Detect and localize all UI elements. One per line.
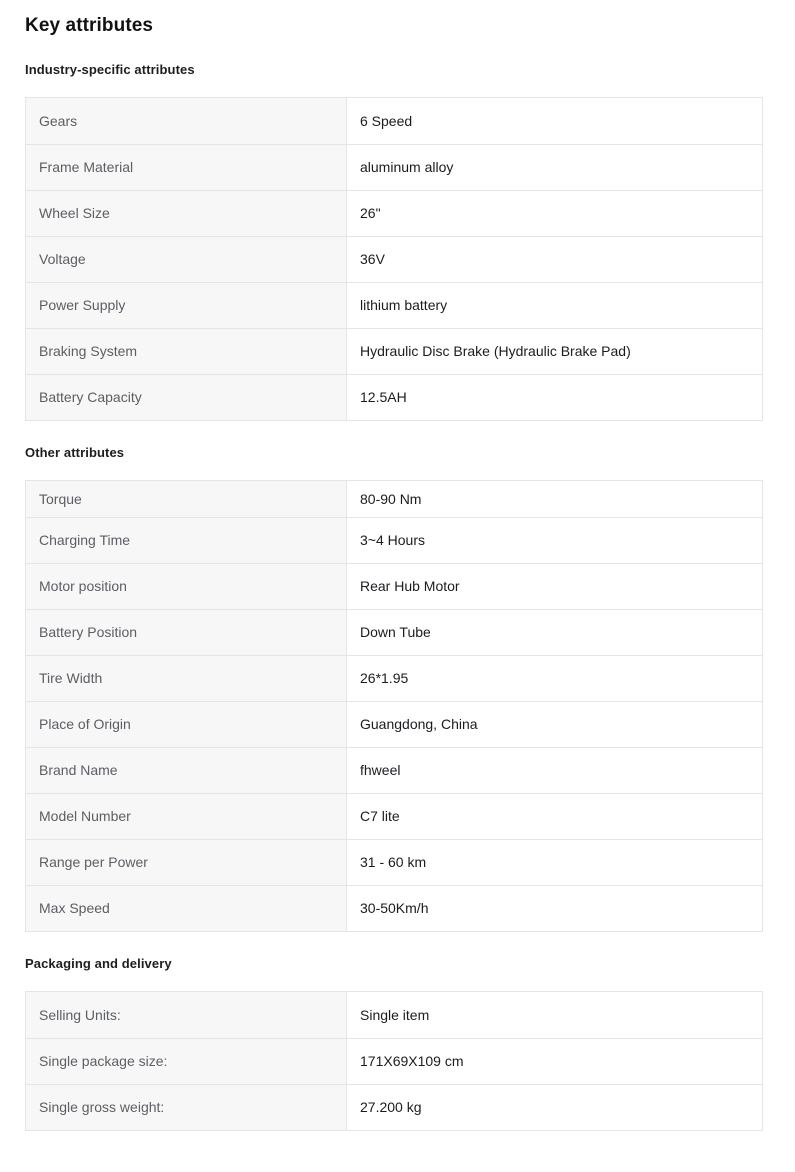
attribute-label: Range per Power xyxy=(26,840,347,885)
attribute-label: Brand Name xyxy=(26,748,347,793)
attribute-label: Gears xyxy=(26,98,347,144)
table-row xyxy=(26,609,762,655)
table-row xyxy=(26,328,762,374)
attribute-value: C7 lite xyxy=(360,808,400,825)
attribute-value: 3~4 Hours xyxy=(360,532,425,549)
table-row xyxy=(26,374,762,420)
table-row xyxy=(26,839,762,885)
attribute-label: Max Speed xyxy=(26,886,347,931)
table-row xyxy=(26,992,762,1038)
attribute-value: 27.200 kg xyxy=(360,1099,422,1116)
attribute-value: 12.5AH xyxy=(360,389,407,406)
table-row xyxy=(26,481,762,517)
packaging-delivery-table xyxy=(25,991,763,1131)
attribute-value: aluminum alloy xyxy=(360,159,454,176)
table-row xyxy=(26,190,762,236)
attribute-value: 36V xyxy=(360,251,385,268)
attribute-value: 80-90 Nm xyxy=(360,490,422,507)
table-row xyxy=(26,1084,762,1130)
attribute-label: Voltage xyxy=(26,237,347,282)
attribute-value: fhweel xyxy=(360,762,401,779)
attribute-value: Guangdong, China xyxy=(360,716,478,733)
section-heading-other-attributes: Other attributes xyxy=(25,445,125,460)
page-title: Key attributes xyxy=(25,15,154,36)
attribute-label: Motor position xyxy=(26,564,347,609)
attribute-value: 30-50Km/h xyxy=(360,900,429,917)
attribute-value: 26" xyxy=(360,205,381,222)
section-heading-packaging-delivery: Packaging and delivery xyxy=(25,956,172,971)
section-heading-industry-specific: Industry-specific attributes xyxy=(25,62,195,77)
attribute-label: Battery Position xyxy=(26,610,347,655)
attribute-label: Braking System xyxy=(26,329,347,374)
table-row xyxy=(26,236,762,282)
attribute-label: Power Supply xyxy=(26,283,347,328)
attribute-value: Hydraulic Disc Brake (Hydraulic Brake Pad) xyxy=(360,343,631,360)
table-row xyxy=(26,1038,762,1084)
attribute-label: Tire Width xyxy=(26,656,347,701)
other-attributes-table xyxy=(25,480,763,932)
section-packaging-delivery xyxy=(25,956,763,1131)
table-row xyxy=(26,563,762,609)
industry-attributes-table xyxy=(25,97,763,421)
attribute-label: Torque xyxy=(26,481,347,517)
section-other-attributes xyxy=(25,445,763,932)
attribute-value: 6 Speed xyxy=(360,112,413,129)
attribute-label: Battery Capacity xyxy=(26,375,347,420)
attribute-value: Down Tube xyxy=(360,624,431,641)
attribute-label: Wheel Size xyxy=(26,191,347,236)
table-row xyxy=(26,282,762,328)
table-row xyxy=(26,517,762,563)
table-row xyxy=(26,747,762,793)
table-row xyxy=(26,793,762,839)
attribute-value: Rear Hub Motor xyxy=(360,578,460,595)
table-row xyxy=(26,701,762,747)
table-row xyxy=(26,144,762,190)
attribute-label: Model Number xyxy=(26,794,347,839)
attribute-label: Frame Material xyxy=(26,145,347,190)
attribute-label: Single package size: xyxy=(26,1039,347,1084)
attribute-value: 26*1.95 xyxy=(360,670,409,687)
attribute-label: Charging Time xyxy=(26,518,347,563)
attribute-label: Single gross weight: xyxy=(26,1085,347,1130)
attribute-value: 31 - 60 km xyxy=(360,854,427,871)
attribute-label: Place of Origin xyxy=(26,702,347,747)
table-row xyxy=(26,885,762,931)
attribute-value: 171X69X109 cm xyxy=(360,1053,464,1070)
table-row xyxy=(26,98,762,144)
section-industry-specific xyxy=(25,62,763,421)
attribute-value: lithium battery xyxy=(360,297,448,314)
attribute-value: Single item xyxy=(360,1006,430,1023)
attribute-label: Selling Units: xyxy=(26,992,347,1038)
table-row xyxy=(26,655,762,701)
